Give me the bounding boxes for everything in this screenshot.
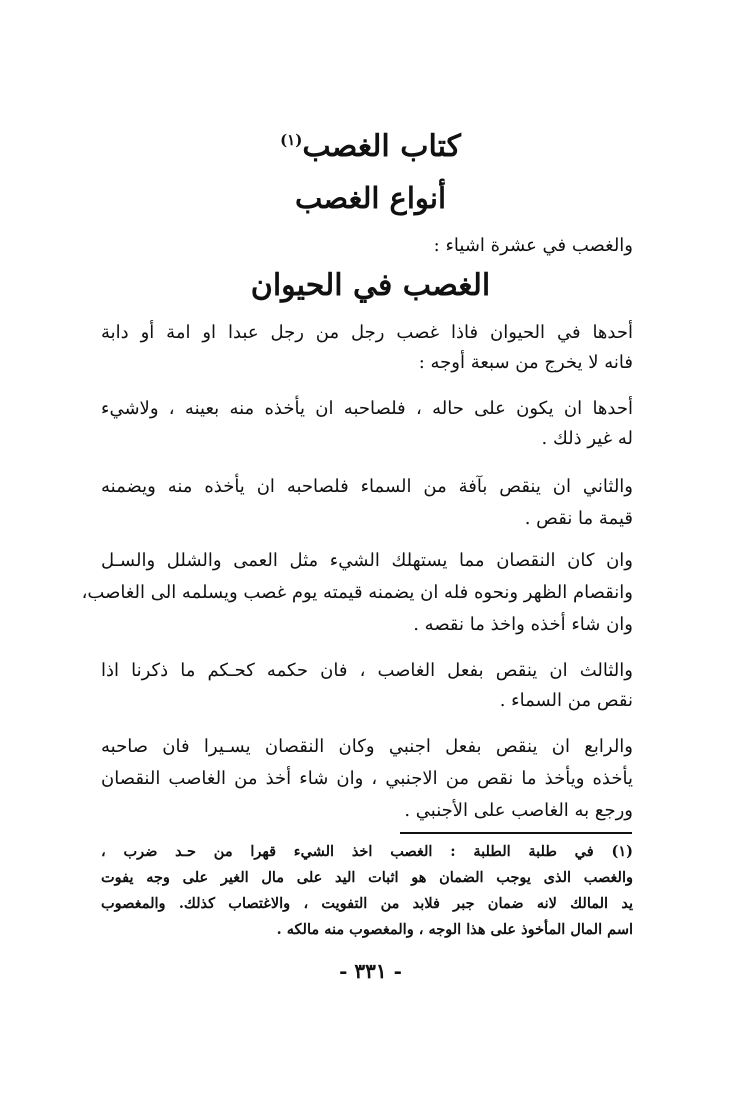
paragraph-4-line-2: وانقصام الظهر ونحوه فله ان يضمنه قيمته يوم غصب ويسلمه الى الغاصب، [81,582,633,603]
footnote-line-3: يد المالك لانه ضمان جبر فلابد من التفويت ، والاغتصاب كذلك. والمغصوب [101,895,633,912]
intro-line: والغصب في عشرة اشياء : [433,235,633,256]
paragraph-1-line-2: فانه لا يخرج من سبعة أوجه : [418,352,633,373]
paragraph-3-line-1: والثاني ان ينقص بآفة من السماء فلصاحبه ان يأخذه منه ويضمنه [101,476,633,497]
paragraph-3-line-2: قيمة ما نقص . [524,508,633,529]
paragraph-5-line-1: والثالث ان ينقص بفعل الغاصب ، فان حكمه كحـكم ما ذكرنا اذا [101,660,633,681]
paragraph-2-line-2: له غير ذلك . [541,428,633,449]
footnote-separator [400,832,632,834]
paragraph-1-line-1: أحدها في الحيوان فاذا غصب رجل من رجل عبدا او امة أو دابة [101,322,633,343]
book-title [0,118,741,169]
paragraph-6-line-2: يأخذه ويأخذ ما نقص من الاجنبي ، وان شاء أخذ من الغاصب النقصان [101,768,633,789]
footnote-line-2: والغصب الذى يوجب الضمان هو اثبات اليد على مال الغير على وجه يفوت [101,869,633,886]
section-heading: الغصب في الحيوان [250,268,491,303]
paragraph-5-line-2: نقص من السماء . [499,690,633,711]
book-title-text: كتاب الغصب [302,129,461,164]
paragraph-6-line-3: ورجع به الغاصب على الأجنبي . [404,800,633,821]
footnote-line-4: اسم المال المأخوذ على هذا الوجه ، والمغصوب منه مالكه . [276,921,633,938]
paragraph-2-line-1: أحدها ان يكون على حاله ، فلصاحبه ان يأخذه منه بعينه ، ولاشيء [101,398,633,419]
paragraph-6-line-1: والرابع ان ينقص بفعل اجنبي وكان النقصان يسـيرا فان صاحبه [101,736,633,757]
paragraph-4-line-3: وان شاء أخذه واخذ ما نقصه . [413,614,633,635]
title-footnote-ref: (١) [280,131,303,149]
footnote-line-1: (١) في طلبة الطلبة : الغصب اخذ الشيء قهرا من حـد ضرب ، [101,843,633,860]
page-number: - ٣٣١ - [339,959,402,983]
chapter-subtitle: أنواع الغصب [294,181,447,215]
paragraph-4-line-1: وان كان النقصان مما يستهلك الشيء مثل العمى والشلل والسـل [101,550,633,571]
